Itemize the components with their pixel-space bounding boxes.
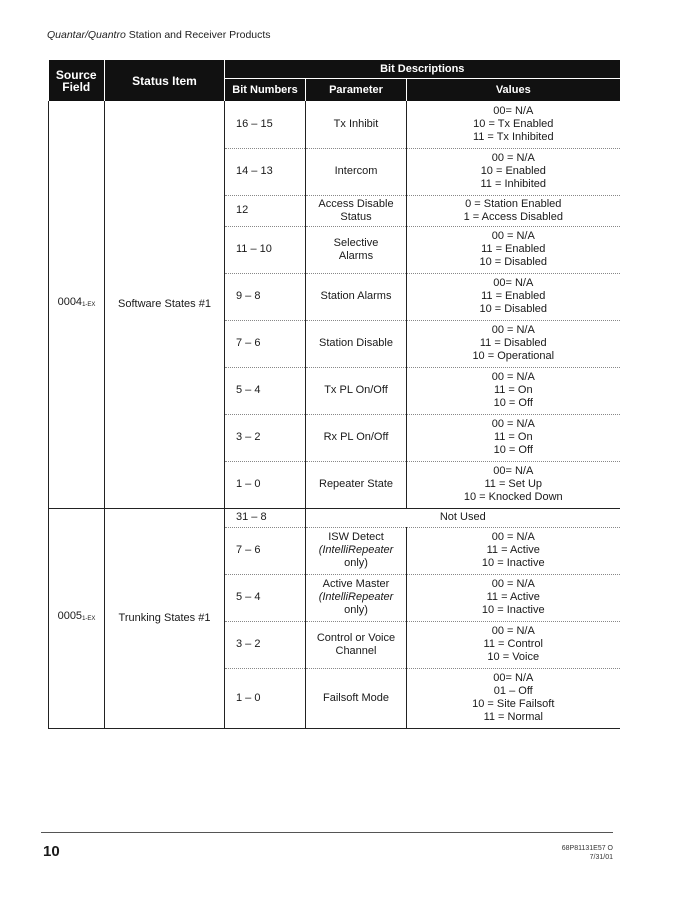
bit-numbers-cell: 14 – 13 (225, 148, 306, 195)
cell-line: 11 = Tx Inhibited (472, 130, 554, 143)
values-cell (407, 101, 620, 148)
cell-line: 00= N/A (493, 672, 534, 684)
parameter-cell (306, 621, 407, 668)
cell-line: 0 = Station Enabled (465, 197, 562, 210)
cell-line: Control or Voice (316, 631, 396, 644)
cell-line: Intercom (334, 165, 378, 177)
bit-numbers-cell: 5 – 4 (225, 367, 306, 414)
cell-line: 11 = Inhibited (480, 178, 547, 190)
header-bit-descriptions: Bit Descriptions (225, 60, 620, 79)
header-parameter: Parameter (306, 79, 407, 102)
source-field-value: 0004 (57, 296, 83, 309)
bit-numbers-cell: 31 – 8 (225, 508, 306, 527)
parameter-cell (306, 195, 407, 226)
cell-line: 00 = N/A (491, 625, 535, 637)
values-cell (407, 527, 620, 574)
parameter-cell (306, 668, 407, 728)
footer-rule (41, 832, 613, 833)
running-header (47, 29, 271, 41)
cell-line: 11 = Active (486, 591, 540, 603)
cell-line: (IntelliRepeater (318, 591, 394, 603)
bit-numbers-cell: 3 – 2 (225, 414, 306, 461)
cell-line: 10 = Disabled (479, 256, 548, 268)
cell-line: 00 = N/A (491, 531, 535, 543)
document-id (562, 844, 613, 862)
status-item-cell: Software States #1 (105, 101, 225, 508)
cell-line: 11 = Set Up (484, 478, 543, 490)
header-status-item: Status Item (105, 60, 225, 101)
cell-line: Tx PL On/Off (324, 384, 388, 396)
table-row (49, 101, 620, 148)
parameter-cell (306, 461, 407, 508)
not-used-cell: Not Used (306, 508, 620, 527)
cell-line: Rx PL On/Off (323, 431, 389, 443)
cell-line: 10 = Site Failsoft (472, 698, 555, 710)
cell-line: 11 = Normal (483, 711, 543, 723)
cell-line: only) (344, 557, 368, 569)
bit-numbers-cell: 9 – 8 (225, 273, 306, 320)
cell-line: Alarms (338, 249, 374, 262)
doc-number: 68P81131E57 O (561, 845, 613, 852)
cell-line: Station Alarms (320, 290, 392, 302)
cell-line: 11 = Active (486, 544, 540, 556)
header-values: Values (407, 79, 620, 102)
parameter-cell (306, 320, 407, 367)
cell-line: 11 = On (493, 431, 533, 443)
cell-line: 00 = N/A (491, 152, 535, 164)
bit-numbers-cell: 7 – 6 (225, 320, 306, 367)
cell-line: 10 = Operational (472, 350, 555, 362)
header-source-field: Source Field (49, 60, 105, 101)
cell-line: Active Master (322, 578, 390, 590)
header-brand: Quantar/Quantro (47, 29, 126, 41)
cell-line: 11 = Disabled (479, 337, 547, 349)
cell-line: Failsoft Mode (322, 691, 390, 704)
cell-line: Channel (335, 644, 377, 657)
cell-line: 11 = Enabled (481, 243, 546, 255)
cell-line: only) (344, 604, 368, 616)
cell-line: 00= N/A (493, 104, 534, 117)
cell-line: 10 = Inactive (481, 557, 545, 569)
source-field-cell (49, 101, 105, 508)
values-cell (407, 273, 620, 320)
cell-line: 11 = Control (483, 638, 543, 650)
parameter-cell (306, 273, 407, 320)
cell-line: 10 = Disabled (479, 303, 548, 315)
values-cell (407, 367, 620, 414)
cell-line: 10 = Enabled (480, 165, 546, 177)
values-cell (407, 320, 620, 367)
parameter-cell (306, 148, 407, 195)
bit-numbers-cell: 7 – 6 (225, 527, 306, 574)
status-table (48, 60, 620, 729)
cell-line: 10 = Tx Enabled (473, 117, 554, 130)
parameter-cell (306, 367, 407, 414)
cell-line: 00 = N/A (491, 324, 535, 336)
cell-line: Access Disable (318, 197, 394, 210)
cell-line: 10 = Voice (487, 651, 540, 663)
bit-numbers-cell: 1 – 0 (225, 461, 306, 508)
source-field-cell (49, 508, 105, 728)
parameter-cell (306, 226, 407, 273)
header-bit-numbers: Bit Numbers (225, 79, 306, 102)
cell-line: (IntelliRepeater (318, 544, 394, 556)
header-title: Station and Receiver Products (125, 29, 271, 41)
cell-line: Tx Inhibit (333, 117, 379, 130)
cell-line: Station Disable (319, 337, 393, 349)
bit-numbers-cell: 16 – 15 (225, 101, 306, 148)
values-cell (407, 195, 620, 226)
cell-line: 00= N/A (493, 277, 534, 289)
cell-line: Repeater State (319, 478, 393, 490)
cell-line: 00 = N/A (491, 230, 535, 242)
cell-line: ISW Detect (328, 531, 384, 543)
cell-line: 10 = Knocked Down (463, 491, 563, 503)
source-field-subscript: 1-EX (82, 302, 96, 309)
parameter-cell (306, 414, 407, 461)
cell-line: 10 = Off (493, 444, 533, 456)
cell-line: 1 = Access Disabled (463, 210, 563, 223)
page-number: 10 (43, 843, 60, 860)
bit-numbers-cell: 5 – 4 (225, 574, 306, 621)
bit-numbers-cell: 11 – 10 (225, 226, 306, 273)
parameter-cell (306, 527, 407, 574)
bit-numbers-cell: 3 – 2 (225, 621, 306, 668)
cell-line: 11 = On (493, 384, 533, 396)
values-cell (407, 148, 620, 195)
cell-line: Status (340, 210, 372, 223)
bit-numbers-cell: 1 – 0 (225, 668, 306, 728)
values-cell (407, 461, 620, 508)
bit-numbers-cell: 12 (225, 195, 306, 226)
parameter-cell (306, 574, 407, 621)
cell-line: 01 – Off (493, 685, 533, 697)
values-cell (407, 621, 620, 668)
cell-line: 00 = N/A (491, 578, 535, 590)
cell-line: Selective (333, 236, 379, 249)
values-cell (407, 414, 620, 461)
doc-date: 7/31/01 (589, 854, 613, 861)
cell-line: 10 = Inactive (481, 604, 545, 616)
status-item-cell: Trunking States #1 (105, 508, 225, 728)
parameter-cell (306, 101, 407, 148)
source-field-subscript: 1-EX (82, 616, 96, 622)
values-cell (407, 668, 620, 728)
cell-line: 10 = Off (493, 397, 533, 409)
cell-line: 00 = N/A (491, 371, 535, 383)
cell-line: 00 = N/A (491, 418, 535, 430)
values-cell (407, 226, 620, 273)
table-row (49, 508, 620, 527)
cell-line: 00= N/A (493, 465, 534, 477)
values-cell (407, 574, 620, 621)
source-field-value: 0005 (57, 610, 83, 622)
cell-line: 11 = Enabled (481, 290, 546, 302)
